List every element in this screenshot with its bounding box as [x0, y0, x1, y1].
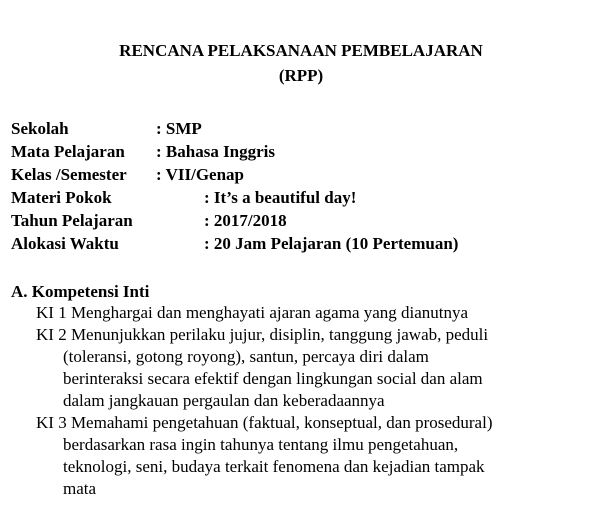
ki-line: KI 2 Menunjukkan perilaku jujur, disiplin, tanggung jawab, peduli: [36, 325, 489, 344]
ki-line: (toleransi, gotong royong), santun, percaya diri dalam: [63, 347, 429, 366]
document-subtitle: (RPP): [278, 66, 324, 85]
ki-3: [36, 412, 596, 500]
info-value: : SMP: [156, 119, 202, 138]
ki-2: [36, 324, 596, 412]
info-row-kelas-semester: [11, 164, 245, 186]
ki-line: teknologi, seni, budaya terkait fenomena dan kejadian tampak: [63, 457, 485, 476]
info-value: : VII/Genap: [156, 165, 245, 184]
ki-1: [36, 302, 596, 324]
info-label: Tahun Pelajaran: [11, 211, 133, 230]
ki-line: berinteraksi secara efektif dengan lingkungan social dan alam: [63, 369, 483, 388]
ki-line: KI 1 Menghargai dan menghayati ajaran agama yang dianutnya: [36, 303, 469, 322]
ki-line: KI 3 Memahami pengetahuan (faktual, konseptual, dan prosedural): [36, 413, 493, 432]
info-label: Mata Pelajaran: [11, 142, 125, 161]
info-row-alokasi-waktu: [11, 233, 459, 255]
ki-line: dalam jangkauan pergaulan dan keberadaannya: [63, 391, 385, 410]
info-row-mata-pelajaran: [11, 141, 276, 163]
ki-line: berdasarkan rasa ingin tahunya tentang ilmu pengetahuan,: [63, 435, 459, 454]
document-title: RENCANA PELAKSANAAN PEMBELAJARAN: [119, 41, 483, 60]
info-value: : Bahasa Inggris: [156, 142, 276, 161]
info-value: : 2017/2018: [204, 211, 287, 230]
info-value: : 20 Jam Pelajaran (10 Pertemuan): [204, 234, 459, 253]
info-label: Alokasi Waktu: [11, 234, 119, 253]
info-value: : It’s a beautiful day!: [204, 188, 357, 207]
info-row-sekolah: [11, 118, 202, 140]
section-heading-kompetensi-inti: A. Kompetensi Inti: [11, 282, 150, 301]
ki-line: mata: [63, 479, 97, 498]
info-row-materi-pokok: [11, 187, 357, 209]
info-row-tahun-pelajaran: [11, 210, 287, 232]
info-label: Materi Pokok: [11, 188, 112, 207]
info-label: Kelas /Semester: [11, 165, 127, 184]
info-label: Sekolah: [11, 119, 69, 138]
